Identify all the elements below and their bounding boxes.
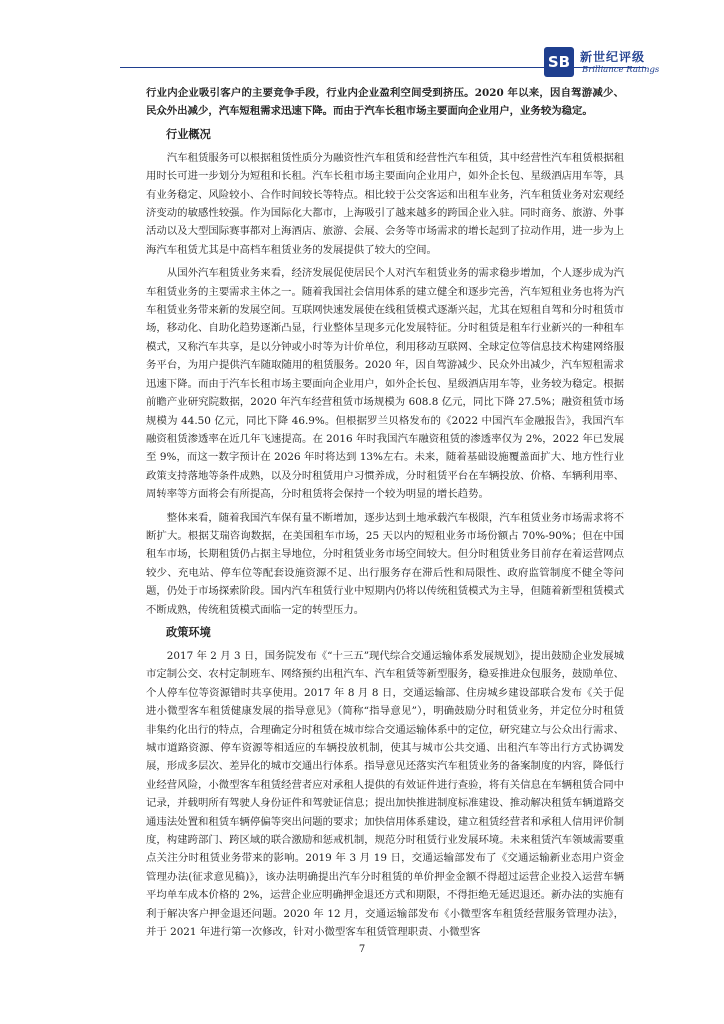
brand-logo: [544, 46, 662, 80]
paragraph: 整体来看，随着我国汽车保有量不断增加，逐步达到土地承载汽车极限，汽车租赁业务市场需求将不断扩大。根据艾瑞咨询数据，在美国租车市场，25 天以内的短租业务市场份额占 70%-90%；但在中国租车市场，长期租赁仍占据主导地位，分时租赁业务市场空间较大。但分时租赁业务目前存在着运营网点较少、充电站、停车位等配套设施资源不足、出行服务存在滞后性和局限性、政府监管制度不健全等问题，仍处于市场探索阶段。国内汽车租赁行业中短期内仍将以传统租赁模式为主导，但随着新型租赁模式不断成熟，传统租赁模式面临一定的转型压力。: [146, 511, 624, 616]
logo-chinese-name: 新世纪评级: [580, 50, 646, 64]
lead-paragraph: 行业内企业吸引客户的主要竞争手段，行业内企业盈利空间受到挤压。2020 年以来，因自驾游减少、民众外出减少，汽车短租需求迅速下降。而由于汽车长租市场主要面向企业用户，业务较为稳定。: [146, 87, 624, 118]
paragraph: 2017 年 2 月 3 日，国务院发布《“十三五”现代综合交通运输体系发展规划》，提出鼓励企业发展城市定制公交、农村定制班车、网络预约出租汽车、汽车租赁等新型服务，稳妥推进众包服务，鼓励单位、个人停车位等资源错时共享使用。2017 年 8 月 8 日，交通运输部、住房城乡建设部联合发布《关于促进小微型客车租赁健康发展的指导意见》（简称“指导意见”），明确鼓励分时租赁业务，并定位分时租赁非集约化出行的特点，合理确定分时租赁在城市综合交通运输体系中的定位，研究建立与公众出行需求、城市道路资源、停车资源等相适应的车辆投放机制，使其与城市公共交通、出租汽车等出行方式协调发展，形成多层次、差异化的城市交通出行体系。指导意见还落实汽车租赁业务的备案制度的内容，降低行业经营风险，小微型客车租赁经营者应对承租人提供的有效证件进行查验，将有关信息在车辆租赁合同中记录，并载明所有驾驶人身份证件和驾驶证信息；提出加快推进制度标准建设、推动解决租赁车辆道路交通违法处置和租赁车辆停偏等突出问题的要求；加快信用体系建设，建立租赁经营者和承租人信用评价制度，构建跨部门、跨区域的联合激励和惩戒机制，规范分时租赁行业发展环境。未来租赁汽车领域需要重点关注分时租赁业务带来的影响。2019 年 3 月 19 日，交通运输部发布了《交通运输新业态用户资金管理办法(征求意见稿)》，该办法明确提出汽车分时租赁的单价押金金额不得超过运营企业投入运营车辆平均单车成本价格的 2%，运营企业应明确押金退还方式和期限，不得拒绝无延迟退还。新办法的实施有利于解决客户押金退还问题。2020 年 12 月，交通运输部发布《小微型客车租赁经营服务管理办法》，并于 2021 年进行第一次修改，针对小微型客车租赁管理职责、小微型客: [146, 649, 624, 939]
logo-mark-icon: SB: [544, 47, 574, 77]
section-heading-policy-environment: 政策环境: [166, 625, 211, 639]
page-number: 7: [358, 944, 366, 955]
section-heading-industry-overview: 行业概况: [166, 127, 211, 141]
paragraph: 汽车租赁服务可以根据租赁性质分为融资性汽车租赁和经营性汽车租赁，其中经营性汽车租赁根据租用时长可进一步划分为短租和长租。汽车长租市场主要面向企业用户，如外企长包、星级酒店用车等，具有业务稳定、风险较小、合作时间较长等特点。相比较于公交客运和出租车业务，汽车租赁业务对宏观经济变动的敏感性较强。作为国际化大都市，上海吸引了越来越多的跨国企业入驻。同时商务、旅游、外事活动以及大型国际赛事都对上海酒店、旅游、会展、会务等市场需求的增长起到了拉动作用，进一步为上海汽车租赁尤其是中高档车租赁业务的发展提供了较大的空间。: [146, 151, 624, 256]
paragraph: 从国外汽车租赁业务来看，经济发展促使居民个人对汽车租赁业务的需求稳步增加，个人逐步成为汽车租赁业务的主要需求主体之一。随着我国社会信用体系的建立健全和逐步完善，汽车短租业务也将为汽车租赁业务带来新的发展空间。互联网快速发展使在线租赁模式逐渐兴起，尤其在短租自驾和分时租赁市场，移动化、自助化趋势逐渐凸显，行业整体呈现多元化发展特征。分时租赁是租车行业新兴的一种租车模式，又称汽车共享，是以分钟或小时等为计价单位，利用移动互联网、全球定位等信息技术构建网络服务平台，为用户提供汽车随取随用的租赁服务。2020 年，因自驾游减少、民众外出减少，汽车短租需求迅速下降。而由于汽车长租市场主要面向企业用户，如外企长包、星级酒店用车等，业务较为稳定。根据前瞻产业研究院数据，2020 年汽车经营租赁市场规模为 608.8 亿元，同比下降 27.5%；融资租赁市场规模为 44.50 亿元，同比下降 46.9%。但根据罗兰贝格发布的《2022 中国汽车金融报告》，我国汽车融资租赁渗透率在近几年飞速提高。在 2016 年时我国汽车融资租赁的渗透率仅为 2%，2022 年已发展至 9%，而这一数字预计在 2026 年时将达到 13%左右。未来，随着基础设施覆盖面扩大、地方性行业政策支持落地等条件成熟，以及分时租赁用户习惯养成，分时租赁平台在车辆投放、价格、车辆利用率、周转率等方面将会有所提高，分时租赁将会保持一个较为明显的增长趋势。: [146, 267, 624, 501]
page-body: [146, 84, 624, 946]
logo-english-name: Brilliance Ratings: [582, 65, 660, 75]
